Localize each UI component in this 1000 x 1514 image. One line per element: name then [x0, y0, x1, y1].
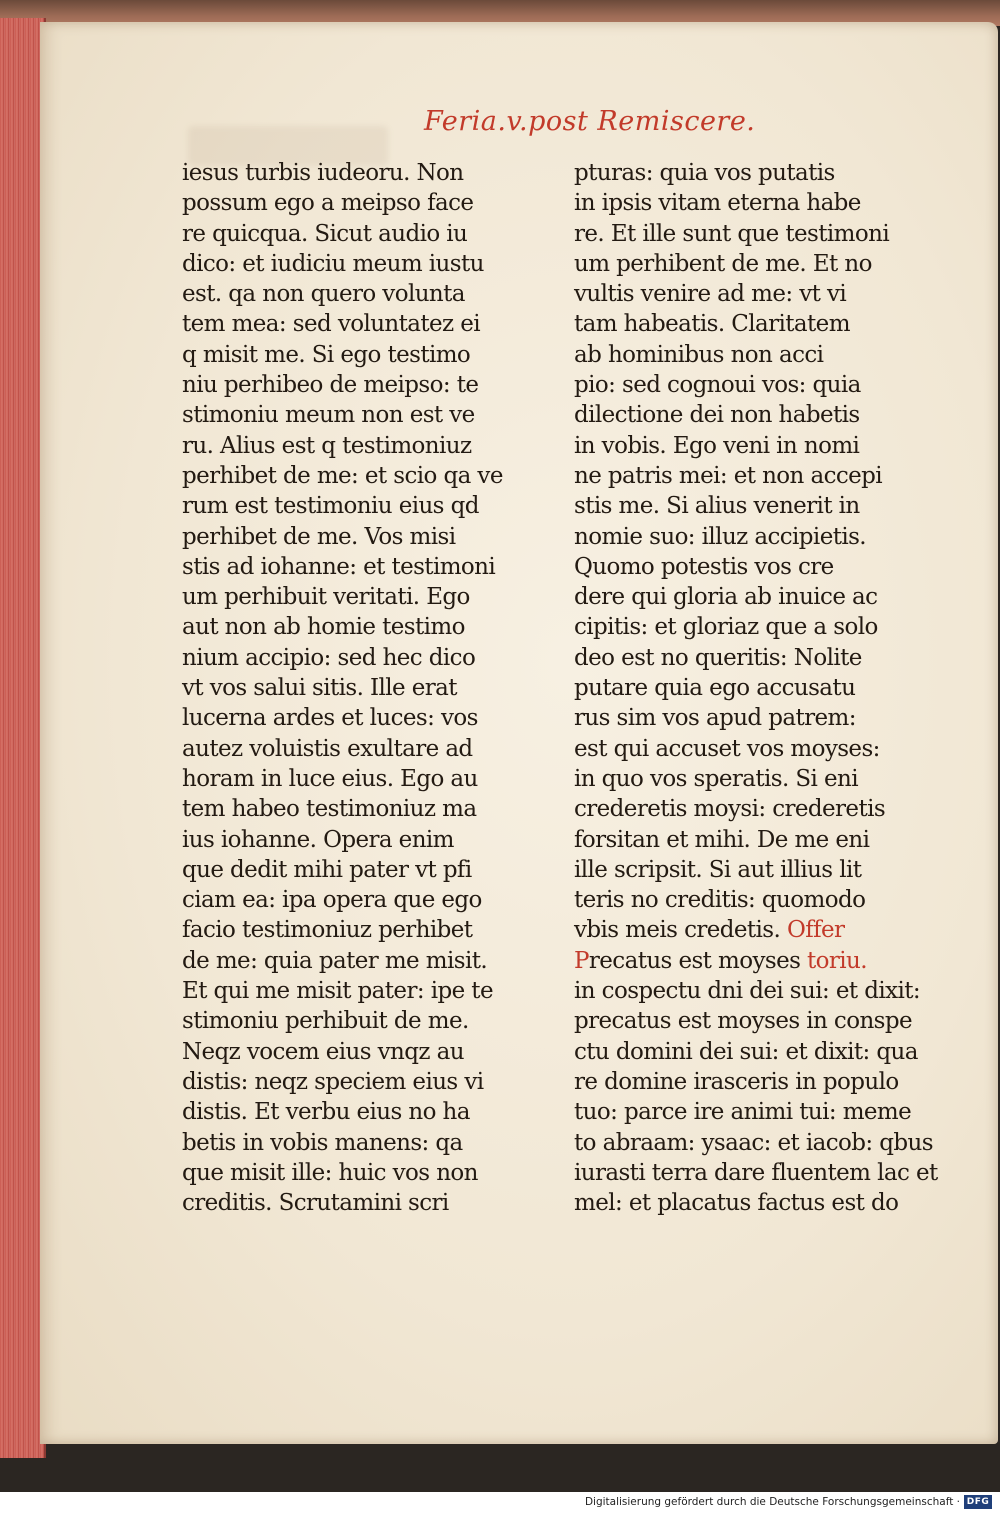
text-line: facio testimoniuz perhibet	[182, 917, 473, 944]
text-line: nomie suo: illuz accipietis.	[574, 523, 867, 550]
text-line: Neqz vocem eius vnqz au	[182, 1038, 464, 1065]
text-line: mel: et placatus factus est do	[574, 1190, 899, 1217]
text-line: tuo: parce ire animi tui: meme	[574, 1099, 912, 1126]
rubric-offer: Offer	[786, 917, 845, 944]
text-line: distis. Et verbu eius no ha	[182, 1099, 470, 1126]
text-line: tam habeatis. Claritatem	[574, 311, 850, 338]
footer-bar	[0, 1492, 1000, 1514]
text-line: Et qui me misit pater: ipe te	[182, 978, 493, 1005]
text-line: Precatus est moyses toriu.	[574, 947, 867, 974]
text-line: deo est no queritis: Nolite	[574, 644, 862, 671]
text-line: pturas: quia vos putatis	[574, 160, 835, 186]
text-line: dico: et iudiciu meum iustu	[182, 250, 484, 277]
text-line: niu perhibeo de meipso: te	[182, 372, 479, 399]
text-line: perhibet de me: et scio qa ve	[182, 462, 503, 489]
text-line: stis me. Si alius venerit in	[574, 493, 860, 520]
text-line: Quomo potestis vos cre	[574, 553, 834, 580]
text-line: nium accipio: sed hec dico	[182, 644, 476, 671]
text-line: aut non ab homie testimo	[182, 614, 465, 641]
funding-credit: Digitalisierung gefördert durch die Deutsche Forschungsgemeinschaft ·	[584, 1496, 960, 1508]
text-line: est. qa non quero volunta	[182, 281, 465, 308]
text-line: putare quia ego accusatu	[574, 675, 856, 702]
text-line: q misit me. Si ego testimo	[182, 341, 471, 368]
dfg-logo: DFG	[964, 1495, 992, 1509]
text-line: autez voluistis exultare ad	[182, 735, 473, 762]
text-line: ctu domini dei sui: et dixit: qua	[574, 1038, 918, 1065]
right-text-column	[574, 158, 938, 1218]
text-line: teris no creditis: quomodo	[574, 887, 866, 914]
text-line: tem habeo testimoniuz ma	[182, 796, 477, 823]
text-line: ne patris mei: et non accepi	[574, 462, 883, 489]
text-line: ciam ea: ipa opera que ego	[182, 887, 482, 914]
text-line: in ipsis vitam eterna habe	[574, 190, 861, 217]
text-line: in quo vos speratis. Si eni	[574, 765, 859, 792]
text-line: lucerna ardes et luces: vos	[182, 705, 478, 732]
text-line: cipitis: et gloriaz que a solo	[574, 614, 878, 641]
text-line: est qui accuset vos moyses:	[574, 735, 880, 762]
text-line: ru. Alius est q testimoniuz	[182, 432, 472, 459]
text-line: stimoniu perhibuit de me.	[182, 1008, 469, 1035]
text-line: to abraam: ysaac: et iacob: qbus	[574, 1129, 933, 1156]
text-line: in cospectu dni dei sui: et dixit:	[574, 978, 920, 1005]
text-line: que dedit mihi pater vt pfi	[182, 856, 472, 883]
text-line: crederetis moysi: crederetis	[574, 796, 886, 823]
text-line: de me: quia pater me misit.	[182, 947, 488, 974]
text-line: betis in vobis manens: qa	[182, 1129, 463, 1156]
text-line: possum ego a meipso face	[182, 190, 474, 217]
left-text-column	[182, 158, 522, 1218]
text-line: tem mea: sed voluntatez ei	[182, 311, 481, 338]
running-head: Feria.v.post Remiscere.	[424, 106, 756, 137]
text-line: vultis venire ad me: vt vi	[574, 281, 847, 308]
text-line: rum est testimoniu eius qd	[182, 493, 479, 520]
rubric-initial: P	[574, 947, 589, 974]
text-line: stis ad iohanne: et testimoni	[182, 553, 496, 580]
text-line: um perhibent de me. Et no	[574, 250, 872, 277]
text-line: in vobis. Ego veni in nomi	[574, 432, 860, 459]
text-line: horam in luce eius. Ego au	[182, 765, 478, 792]
text-line: re quicqua. Sicut audio iu	[182, 220, 468, 247]
text-line: vbis meis credetis. Offer	[574, 917, 845, 944]
text-line: vt vos salui sitis. Ille erat	[182, 675, 457, 702]
text-line: iurasti terra dare fluentem lac et	[574, 1159, 938, 1186]
text-line: re domine irasceris in populo	[574, 1068, 899, 1095]
text-line: dere qui gloria ab inuice ac	[574, 584, 878, 611]
text-line: iesus turbis iudeoru. Non	[182, 160, 464, 186]
text-line: ab hominibus non acci	[574, 341, 824, 368]
text-line: um perhibuit veritati. Ego	[182, 584, 470, 611]
text-line: pio: sed cognoui vos: quia	[574, 372, 861, 399]
text-line: perhibet de me. Vos misi	[182, 523, 456, 550]
text-line: creditis. Scrutamini scri	[182, 1190, 449, 1217]
text-line: que misit ille: huic vos non	[182, 1159, 478, 1186]
text-line: precatus est moyses in conspe	[574, 1008, 912, 1035]
text-line: forsitan et mihi. De me eni	[574, 826, 870, 853]
text-line: ille scripsit. Si aut illius lit	[574, 856, 862, 883]
rubric-toriu: toriu.	[807, 947, 867, 974]
text-line: rus sim vos apud patrem:	[574, 705, 856, 732]
text-line: stimoniu meum non est ve	[182, 402, 475, 429]
text-line: dilectione dei non habetis	[574, 402, 860, 429]
text-line: distis: neqz speciem eius vi	[182, 1068, 484, 1095]
text-line: ius iohanne. Opera enim	[182, 826, 454, 853]
text-line: re. Et ille sunt que testimoni	[574, 220, 890, 247]
